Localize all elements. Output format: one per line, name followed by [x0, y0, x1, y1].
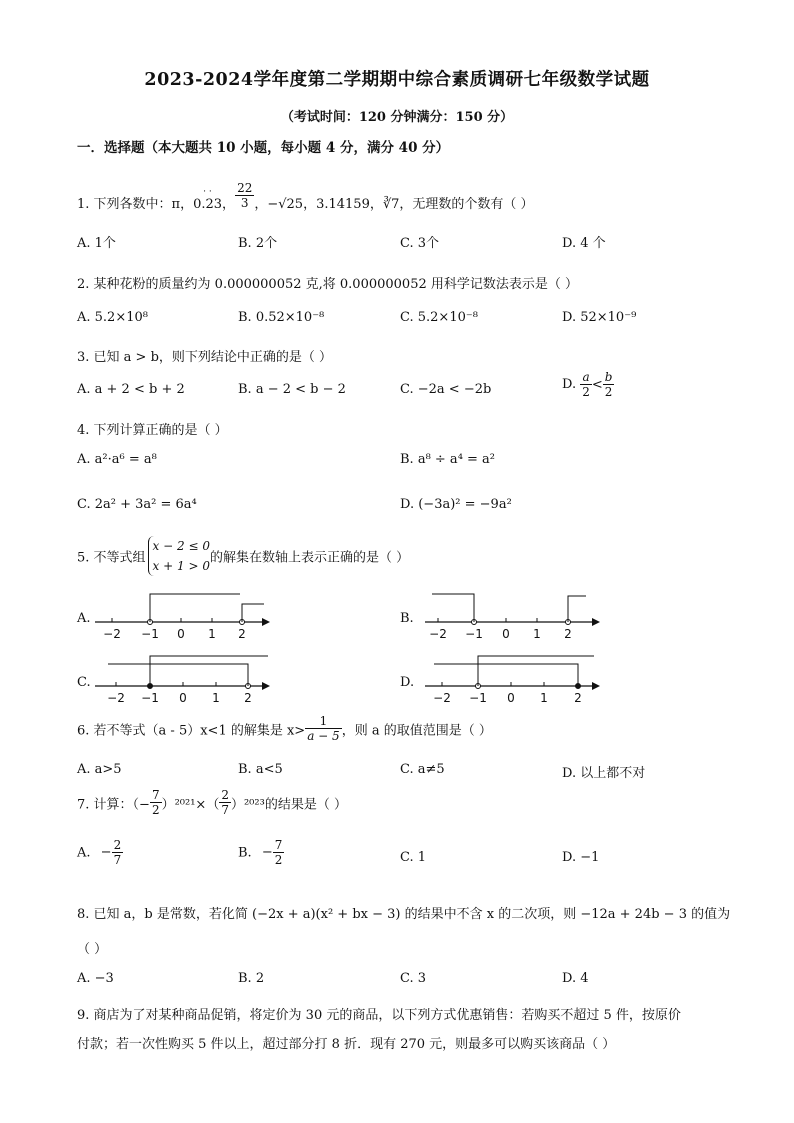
- q2-option-a: A. 5.2×10⁸: [77, 310, 148, 325]
- q7-option-c: C. 1: [400, 850, 427, 865]
- q1-prefix: 1. 下列各数中：: [77, 197, 172, 212]
- q5-numberline-c: [90, 650, 275, 706]
- q1-repeating-decimal: [193, 187, 223, 212]
- q4-option-a: A. a²·a⁶ = a⁸: [77, 452, 157, 467]
- q8-answer-paren: （ ）: [77, 942, 108, 957]
- q6-fraction: [305, 714, 341, 744]
- q7-suffix: ）²⁰²³的结果是（ ）: [230, 797, 347, 813]
- q7-f2-num: 2: [221, 788, 229, 802]
- question-9-line-2: 付款；若一次性购买 5 件以上，超过部分打 8 折．现有 270 元，则最多可以购买该商品（ ）: [77, 1037, 616, 1052]
- q6-frac-den: a − 5: [307, 729, 340, 744]
- q8-option-b: B. 2: [238, 971, 265, 986]
- q3-d-num-b: b: [604, 370, 613, 384]
- q7-b-label: B.: [238, 845, 252, 861]
- q7-prefix: 7. 计算：（−: [77, 797, 150, 813]
- question-5: [77, 536, 409, 576]
- q5-ineq-1: x − 2 ≤ 0: [152, 539, 210, 553]
- q2-option-c: C. 5.2×10⁻⁸: [400, 310, 478, 325]
- q6-frac-num: 1: [319, 714, 328, 728]
- q7-option-b: [238, 838, 284, 868]
- tick-label: 1: [533, 627, 541, 641]
- q1-neg-sqrt: −√25: [267, 197, 304, 212]
- question-7: [77, 788, 347, 818]
- question-2: 2. 某种花粉的质量约为 0.000000052 克,将 0.000000052 用科学记数法表示是（ ）: [77, 277, 579, 292]
- q5-suffix: 的解集在数轴上表示正确的是（ ）: [209, 550, 410, 566]
- q4-option-c: C. 2a² + 3a² = 6a⁴: [77, 497, 197, 512]
- q6-option-d: D. 以上都不对: [562, 766, 646, 781]
- tick-label: 2: [238, 627, 246, 641]
- q1-comma2: ，: [254, 197, 268, 212]
- q1-fraction: [235, 181, 254, 211]
- q7-a-den: 7: [113, 853, 122, 868]
- q4-option-b: B. a⁸ ÷ a⁴ = a²: [400, 452, 496, 467]
- q1-comma1: ，: [222, 197, 236, 212]
- q7-a-num: 2: [113, 838, 122, 852]
- tick-label: −1: [465, 627, 483, 641]
- q1-frac-den: 3: [235, 195, 254, 210]
- q5-numberline-a: [90, 588, 275, 644]
- q5-numberline-d: [420, 650, 605, 706]
- tick-label: 1: [208, 627, 216, 641]
- question-6: [77, 714, 492, 744]
- tick-label: 0: [179, 691, 187, 705]
- q7-b-den: 2: [274, 853, 283, 868]
- q7-a-label: A.: [77, 845, 91, 861]
- q7-a-neg: −: [100, 845, 112, 861]
- q7-f1-den: 2: [151, 803, 160, 818]
- section-heading: 一．选择题（本大题共 10 小题，每小题 4 分，满分 40 分）: [77, 140, 450, 156]
- tick-label: 1: [540, 691, 548, 705]
- q5-option-a-label: A.: [77, 611, 91, 626]
- tick-label: −1: [141, 691, 159, 705]
- tick-label: 1: [212, 691, 220, 705]
- tick-label: −2: [433, 691, 451, 705]
- q7-mid: ）²⁰²¹×（: [161, 797, 220, 813]
- question-8: 8. 已知 a，b 是常数，若化简 (−2x + a)(x² + bx − 3) 的结果中不含 x 的二次项，则 −12a + 24b − 3 的值为: [77, 907, 731, 922]
- q3-d-label: D.: [562, 377, 577, 393]
- q8-option-a: A. −3: [77, 971, 114, 986]
- q5-ineq-2: x + 1 > 0: [152, 559, 210, 573]
- q7-frac-1: [150, 788, 162, 818]
- page-title: 2023-2024学年度第二学期期中综合素质调研七年级数学试题: [144, 70, 650, 90]
- q6-option-c: C. a≠5: [400, 762, 445, 777]
- exam-info: （考试时间：120 分钟满分：150 分）: [280, 110, 514, 125]
- q3-option-c: C. −2a < −2b: [400, 382, 492, 397]
- q6-option-b: B. a<5: [238, 762, 283, 777]
- tick-label: 2: [574, 691, 582, 705]
- q3-d-frac-a: [580, 370, 592, 400]
- q1-frac-num: 22: [237, 180, 253, 195]
- q5-numberline-b: [420, 588, 605, 644]
- q7-f2-den: 7: [221, 803, 229, 818]
- q3-option-d: [562, 370, 614, 400]
- q2-option-d: D. 52×10⁻⁹: [562, 310, 637, 325]
- q1-option-c: C. 3个: [400, 236, 440, 251]
- q5-option-b-label: B.: [400, 611, 414, 626]
- q1-pi: π，: [171, 197, 194, 212]
- q7-option-a: [77, 838, 123, 868]
- q1-option-a: A. 1个: [77, 236, 116, 251]
- q5-option-c-label: C.: [77, 675, 91, 690]
- q4-option-d: D. (−3a)² = −9a²: [400, 497, 512, 512]
- q1-option-d: D. 4 个: [562, 236, 606, 251]
- q7-b-num: 7: [274, 838, 283, 852]
- q2-option-b: B. 0.52×10⁻⁸: [238, 310, 325, 325]
- q3-option-b: B. a − 2 < b − 2: [238, 382, 346, 397]
- tick-label: −1: [469, 691, 487, 705]
- q6-suffix: ，则 a 的取值范围是（ ）: [341, 723, 492, 739]
- question-9-line-1: 9. 商店为了对某种商品促销，将定价为 30 元的商品，以下列方式优惠销售：若购买不超过 5 件，按原价: [77, 1008, 681, 1023]
- q7-option-d: D. −1: [562, 850, 600, 865]
- q7-b-frac: [273, 838, 285, 868]
- q8-option-c: C. 3: [400, 971, 427, 986]
- q5-prefix: 5. 不等式组: [77, 550, 146, 566]
- q5-system: [148, 536, 210, 576]
- tick-label: 0: [507, 691, 515, 705]
- tick-label: −2: [107, 691, 125, 705]
- q3-option-a: A. a + 2 < b + 2: [77, 382, 185, 397]
- q7-f1-num: 7: [151, 788, 160, 802]
- q7-b-neg: −: [261, 845, 273, 861]
- q7-frac-2: [219, 788, 231, 818]
- q7-a-frac: [112, 838, 124, 868]
- tick-label: 2: [564, 627, 572, 641]
- tick-label: −2: [429, 627, 447, 641]
- tick-label: 0: [177, 627, 185, 641]
- q3-d-den-b: 2: [603, 384, 615, 399]
- q1-rep-digits: 0.23: [193, 197, 223, 212]
- q3-d-lt: <: [591, 377, 603, 393]
- q6-option-a: A. a>5: [77, 762, 122, 777]
- question-1: [77, 180, 534, 212]
- q8-option-d: D. 4: [562, 971, 589, 986]
- q1-option-b: B. 2个: [238, 236, 278, 251]
- tick-label: 0: [502, 627, 510, 641]
- q3-d-frac-b: [603, 370, 615, 400]
- q1-rest: ，3.14159，∛7，无理数的个数有（ ）: [303, 197, 534, 212]
- q3-d-den-a: 2: [582, 385, 590, 400]
- q5-option-d-label: D.: [400, 675, 415, 690]
- tick-label: 2: [244, 691, 252, 705]
- tick-label: −1: [141, 627, 159, 641]
- tick-label: −2: [103, 627, 121, 641]
- question-4: 4. 下列计算正确的是（ ）: [77, 423, 228, 438]
- q3-d-num-a: a: [582, 370, 590, 384]
- question-3: 3. 已知 a > b，则下列结论中正确的是（ ）: [77, 350, 333, 365]
- q6-prefix: 6. 若不等式（a - 5）x<1 的解集是 x>: [77, 723, 306, 739]
- q1-rep-dots: · ·: [203, 187, 212, 197]
